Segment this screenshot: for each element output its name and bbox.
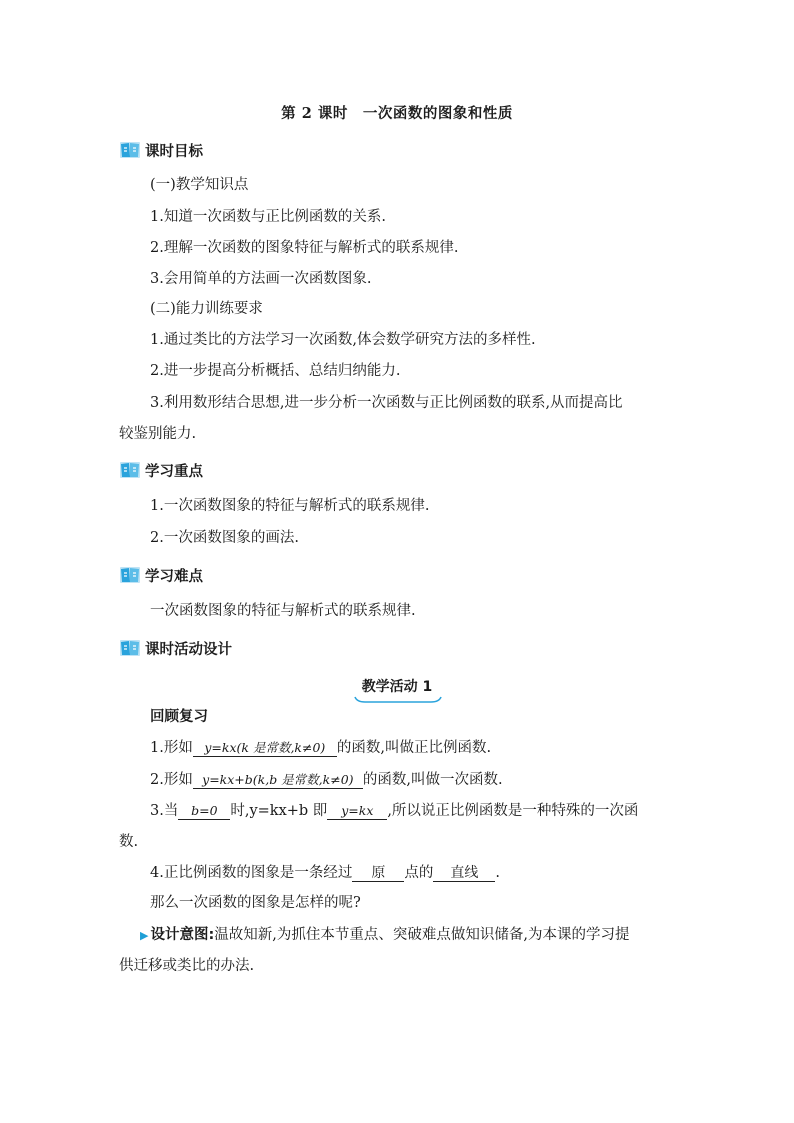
key-point-item: 2.一次函数图象的画法.: [150, 530, 299, 546]
goals-ability-item: 2.进一步提高分析概括、总结归纳能力.: [150, 363, 401, 379]
section-goals-label: 课时目标: [145, 143, 203, 160]
q4-answer-blank-2: 直线: [433, 865, 495, 882]
section-key: [119, 458, 203, 482]
q2-prefix: 2.形如: [150, 772, 193, 788]
q4-prefix: 4.正比例函数的图象是一条经过: [150, 865, 353, 881]
goals-ability-item-cont: 较鉴别能力.: [119, 426, 197, 442]
review-question-1: [150, 738, 491, 758]
review-question-4: [150, 863, 500, 883]
goals-ability-heading: (二)能力训练要求: [150, 301, 263, 317]
q3-answer-blank-1: b=0: [178, 803, 230, 820]
section-design-label: 课时活动设计: [145, 641, 232, 658]
q3-suffix: ,所以说正比例函数是一种特殊的一次函: [387, 803, 639, 819]
activity-title: 教学活动 1: [361, 679, 433, 695]
design-intent-text: 温故知新,为抓住本节重点、突破难点做知识储备,为本课的学习提: [214, 927, 630, 943]
q4-suffix: .: [495, 865, 500, 881]
key-point-item: 1.一次函数图象的特征与解析式的联系规律.: [150, 498, 430, 514]
q3-middle: 时,y=kx+b 即: [230, 803, 328, 819]
section-book-icon: [119, 638, 141, 658]
page-title: 第 2 课时 一次函数的图象和性质: [281, 105, 513, 122]
review-question-2: [150, 770, 503, 790]
section-book-icon: [119, 460, 141, 480]
section-book-icon: [119, 140, 141, 160]
q2-suffix: 的函数,叫做一次函数.: [362, 772, 503, 788]
goals-knowledge-item: 3.会用简单的方法画一次函数图象.: [150, 271, 372, 287]
q3-prefix: 3.当: [150, 803, 179, 819]
review-question-3-cont: 数.: [119, 834, 139, 850]
section-design: [119, 636, 232, 660]
difficulty-text: 一次函数图象的特征与解析式的联系规律.: [150, 603, 416, 619]
review-heading: 回顾复习: [150, 709, 208, 725]
section-difficulty: [119, 563, 203, 587]
q1-prefix: 1.形如: [150, 740, 193, 756]
section-difficulty-label: 学习难点: [145, 568, 203, 585]
q1-answer-blank: y=kx(k 是常数,k≠0): [193, 740, 337, 757]
design-intent-label: 设计意图:: [150, 927, 215, 943]
q4-middle: 点的: [404, 865, 434, 881]
q2-answer-blank: y=kx+b(k,b 是常数,k≠0): [193, 772, 363, 789]
goals-knowledge-item: 2.理解一次函数的图象特征与解析式的联系规律.: [150, 240, 459, 256]
section-book-icon: [119, 565, 141, 585]
design-intent-cont: 供迁移或类比的办法.: [119, 958, 255, 974]
goals-ability-item: 1.通过类比的方法学习一次函数,体会数学研究方法的多样性.: [150, 332, 536, 348]
section-goals: [119, 138, 203, 162]
q3-answer-blank-2: y=kx: [327, 803, 387, 820]
goals-ability-item: 3.利用数形结合思想,进一步分析一次函数与正比例函数的联系,从而提高比: [150, 395, 623, 411]
design-intent: [140, 925, 630, 946]
triangle-bullet-icon: ▶: [140, 929, 149, 942]
goals-knowledge-item: 1.知道一次函数与正比例函数的关系.: [150, 209, 386, 225]
activity-title-underline: [353, 695, 443, 705]
q1-suffix: 的函数,叫做正比例函数.: [336, 740, 492, 756]
goals-knowledge-heading: (一)教学知识点: [150, 177, 249, 193]
section-key-label: 学习重点: [145, 463, 203, 480]
q4-answer-blank-1: 原: [352, 865, 404, 882]
review-question-3: [150, 801, 638, 821]
review-follow-question: 那么一次函数的图象是怎样的呢?: [150, 895, 361, 911]
